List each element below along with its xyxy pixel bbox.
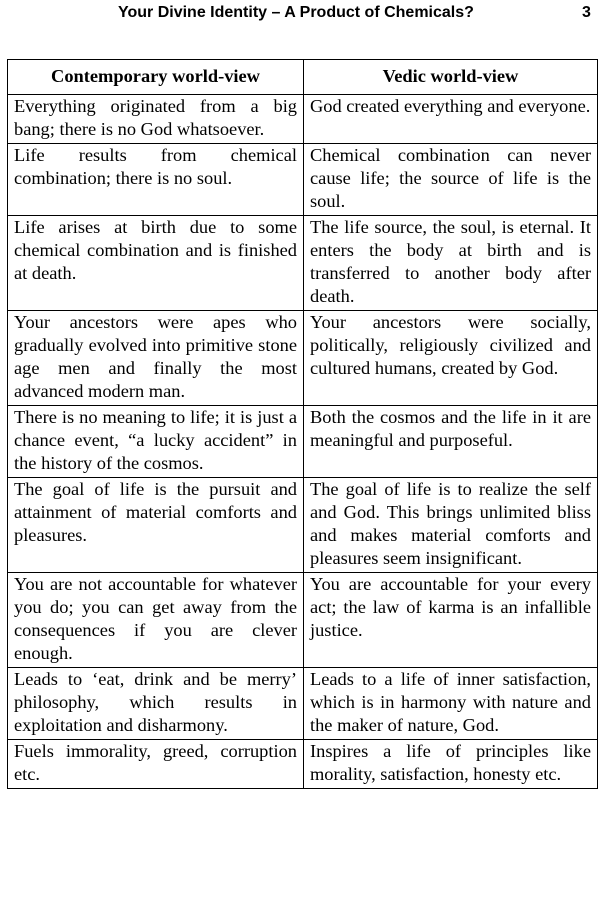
contemporary-cell: The goal of life is the pursuit and attainment of material comforts and pleasures. bbox=[8, 478, 304, 573]
table-row bbox=[8, 216, 598, 311]
table-row bbox=[8, 406, 598, 478]
comparison-table bbox=[7, 59, 598, 789]
contemporary-cell: Life results from chemical combination; there is no soul. bbox=[8, 144, 304, 216]
vedic-cell: Both the cosmos and the life in it are meaningful and purposeful. bbox=[304, 406, 598, 478]
table-row bbox=[8, 95, 598, 144]
table-row bbox=[8, 478, 598, 573]
contemporary-cell: You are not accountable for whatever you do; you can get away from the consequences if you are clever enough. bbox=[8, 573, 304, 668]
contemporary-cell: Your ancestors were apes who gradually evolved into primitive stone age men and finally the most advanced modern man. bbox=[8, 311, 304, 406]
column-header-vedic: Vedic world-view bbox=[304, 60, 598, 95]
table-row bbox=[8, 740, 598, 789]
contemporary-cell: There is no meaning to life; it is just a chance event, “a lucky accident” in the history of the cosmos. bbox=[8, 406, 304, 478]
running-title: Your Divine Identity – A Product of Chemicals? bbox=[118, 4, 474, 21]
vedic-cell: The life source, the soul, is eternal. It enters the body at birth and is transferred to another body after death. bbox=[304, 216, 598, 311]
vedic-cell: Your ancestors were socially, politically, religiously civilized and cultured humans, created by God. bbox=[304, 311, 598, 406]
contemporary-cell: Life arises at birth due to some chemical combination and is finished at death. bbox=[8, 216, 304, 311]
vedic-cell: You are accountable for your every act; the law of karma is an infallible justice. bbox=[304, 573, 598, 668]
vedic-cell: Inspires a life of principles like morality, satisfaction, honesty etc. bbox=[304, 740, 598, 789]
contemporary-cell: Fuels immorality, greed, corruption etc. bbox=[8, 740, 304, 789]
column-header-contemporary: Contemporary world-view bbox=[8, 60, 304, 95]
vedic-cell: Leads to a life of inner satisfaction, which is in harmony with nature and the maker of nature, God. bbox=[304, 668, 598, 740]
vedic-cell: Chemical combination can never cause life; the source of life is the soul. bbox=[304, 144, 598, 216]
vedic-cell: The goal of life is to realize the self and God. This brings unlimited bliss and makes material comforts and pleasures seem insignificant. bbox=[304, 478, 598, 573]
table-header-row bbox=[8, 60, 598, 95]
table-row bbox=[8, 573, 598, 668]
table-row bbox=[8, 311, 598, 406]
table-row bbox=[8, 668, 598, 740]
page-number: 3 bbox=[582, 4, 591, 21]
vedic-cell: God created everything and everyone. bbox=[304, 95, 598, 144]
contemporary-cell: Leads to ‘eat, drink and be merry’ philosophy, which results in exploitation and disharmony. bbox=[8, 668, 304, 740]
page-header bbox=[0, 0, 600, 34]
contemporary-cell: Everything originated from a big bang; there is no God whatsoever. bbox=[8, 95, 304, 144]
table-row bbox=[8, 144, 598, 216]
